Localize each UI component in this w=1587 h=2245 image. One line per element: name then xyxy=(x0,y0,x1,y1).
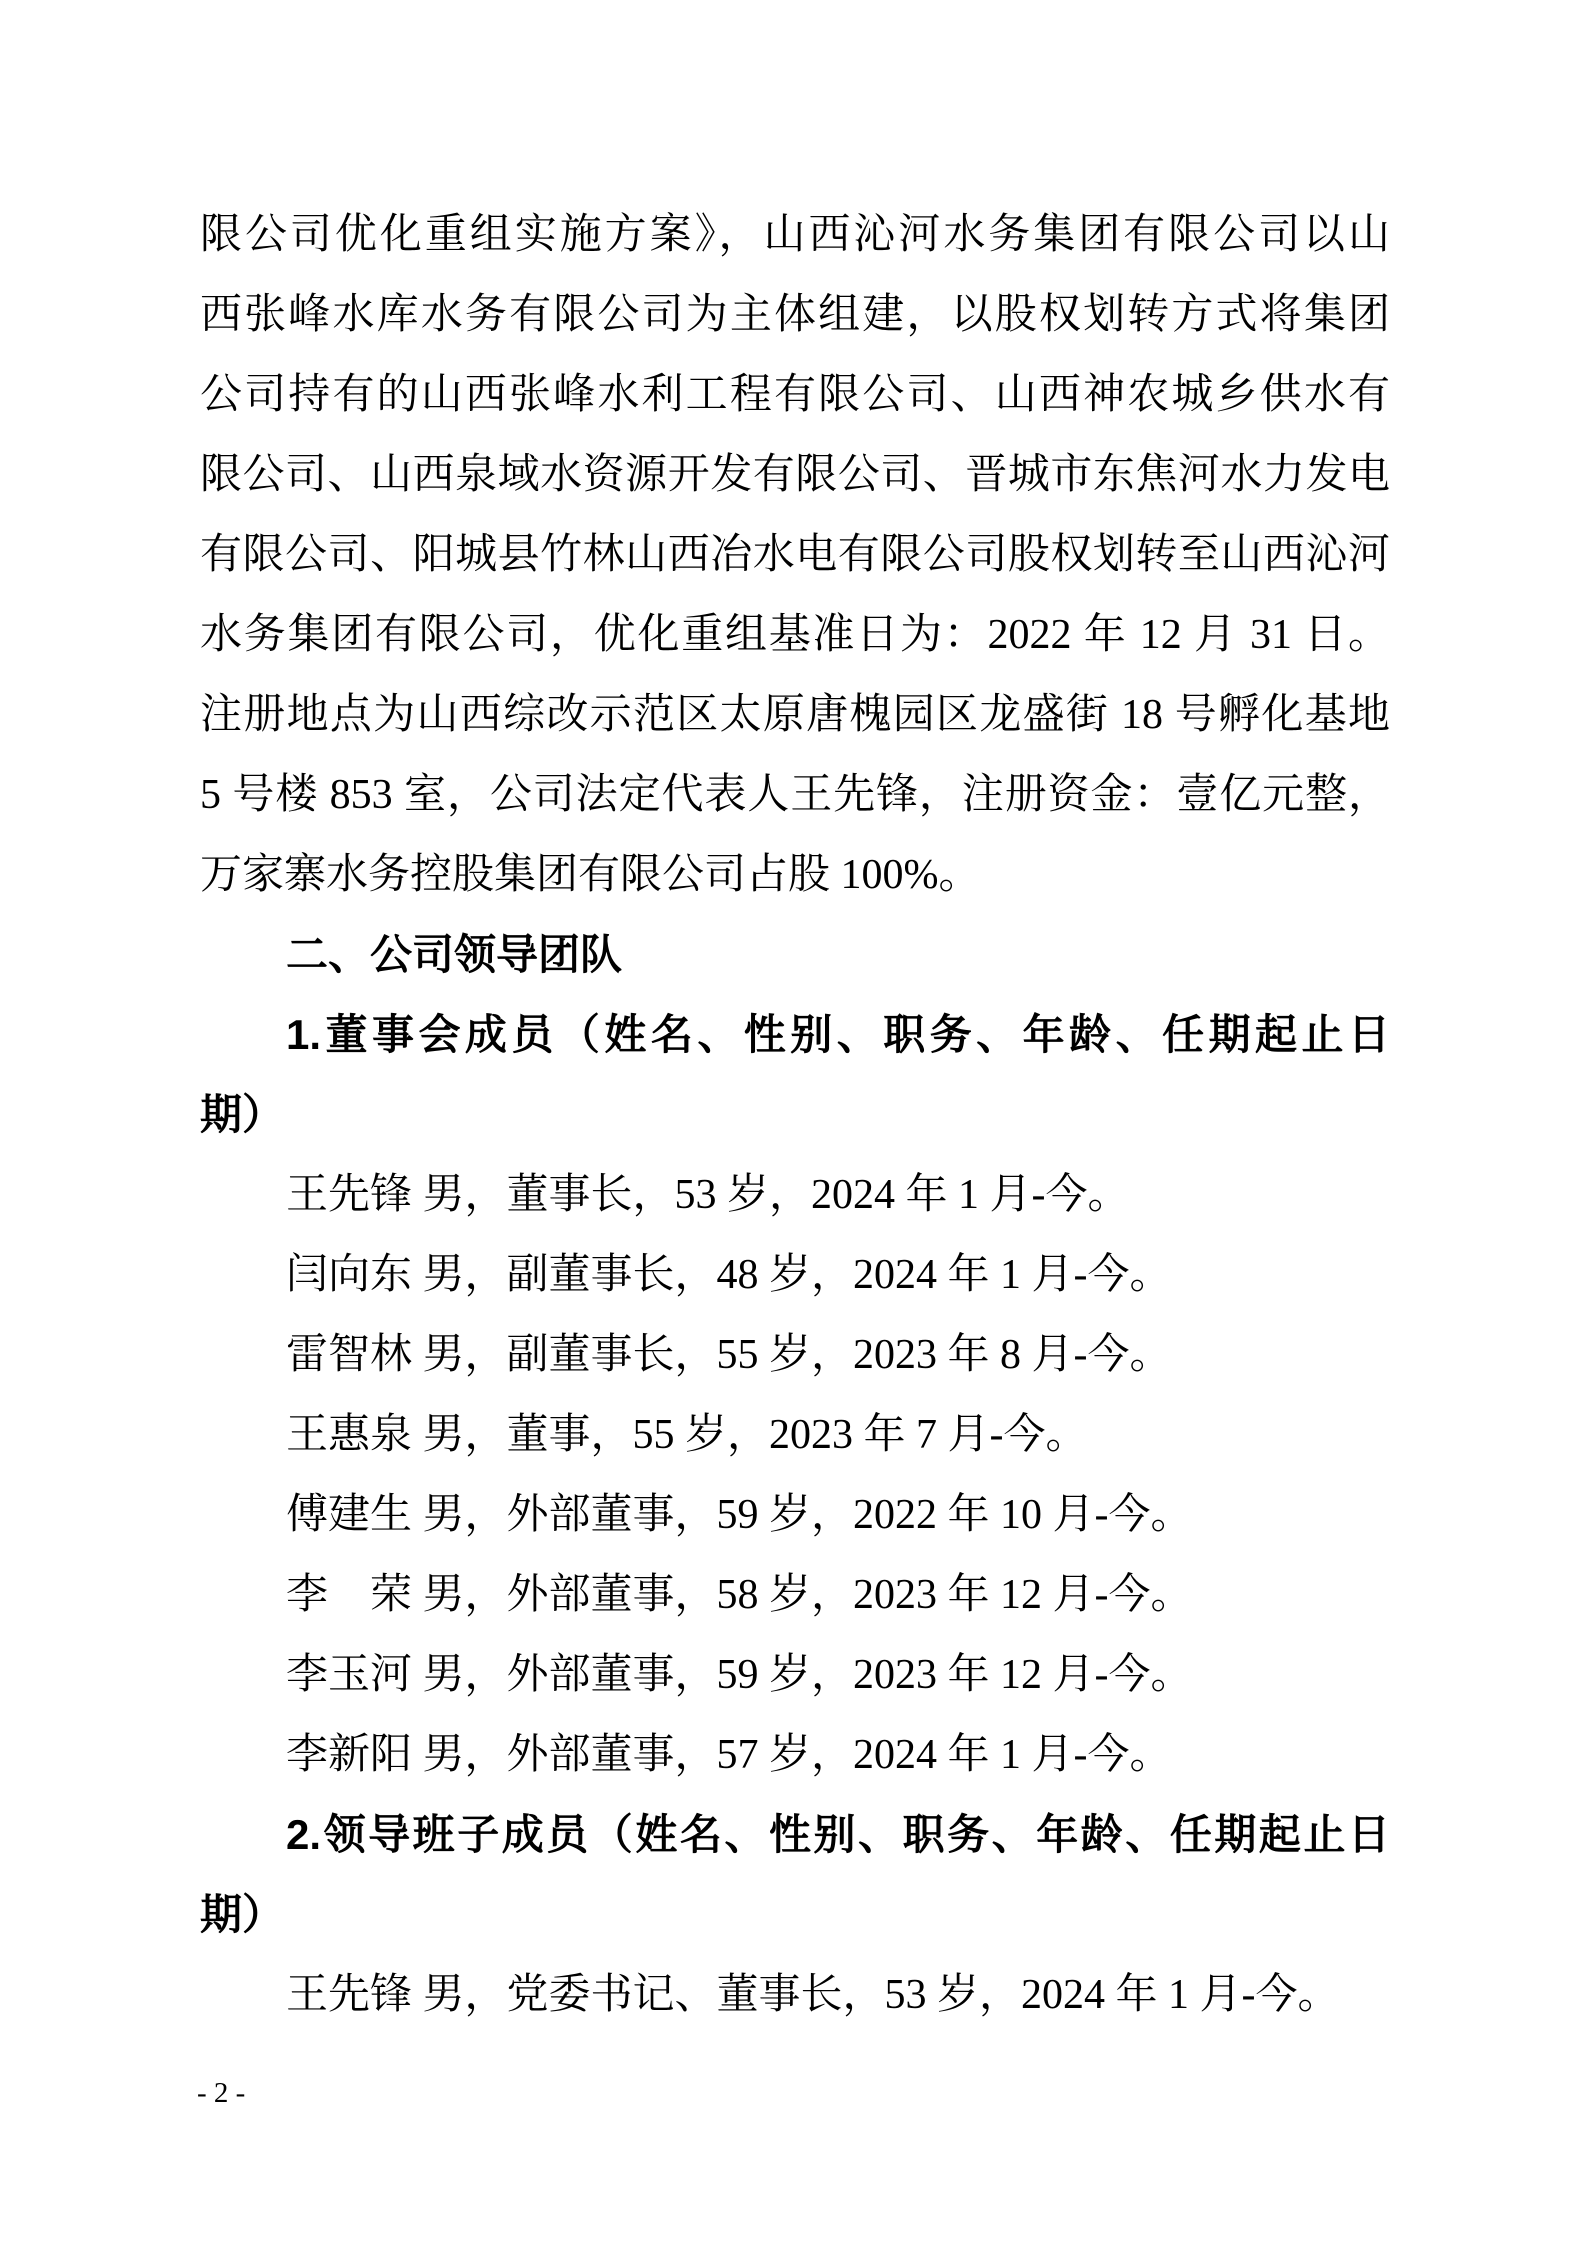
board-member-line: 李新阳 男，外部董事，57 岁，2024 年 1 月-今。 xyxy=(286,1732,1172,1778)
board-heading-line-1: 1.董事会成员（姓名、性别、职务、年龄、任期起止日 xyxy=(286,1011,1390,1058)
paragraph-line: 有限公司、阳城县竹林山西冶水电有限公司股权划转至山西沁河 xyxy=(200,532,1390,578)
board-member-line: 李 荣 男，外部董事，58 岁，2023 年 12 月-今。 xyxy=(286,1572,1193,1618)
board-member-line: 傅建生 男，外部董事，59 岁，2022 年 10 月-今。 xyxy=(286,1492,1193,1538)
leadership-heading-line-2: 期） xyxy=(200,1891,285,1938)
paragraph-line: 公司持有的山西张峰水利工程有限公司、山西神农城乡供水有 xyxy=(200,372,1390,418)
board-member-line: 王惠泉 男，董事，55 岁，2023 年 7 月-今。 xyxy=(286,1412,1088,1458)
section-heading: 二、公司领导团队 xyxy=(286,931,623,978)
paragraph-line: 注册地点为山西综改示范区太原唐槐园区龙盛街 18 号孵化基地 xyxy=(200,692,1390,738)
board-member-line: 李玉河 男，外部董事，59 岁，2023 年 12 月-今。 xyxy=(286,1652,1193,1698)
paragraph-line: 限公司优化重组实施方案》，山西沁河水务集团有限公司以山 xyxy=(200,212,1390,258)
leadership-heading-line-1: 2.领导班子成员（姓名、性别、职务、年龄、任期起止日 xyxy=(286,1811,1390,1858)
board-member-line: 雷智林 男，副董事长，55 岁，2023 年 8 月-今。 xyxy=(286,1332,1172,1378)
board-member-line: 闫向东 男，副董事长，48 岁，2024 年 1 月-今。 xyxy=(286,1252,1172,1298)
document-body xyxy=(200,195,1390,2035)
leadership-member-line: 王先锋 男，党委书记、董事长，53 岁，2024 年 1 月-今。 xyxy=(286,1972,1340,2018)
paragraph-line: 万家寨水务控股集团有限公司占股 100%。 xyxy=(200,852,981,898)
paragraph-line: 西张峰水库水务有限公司为主体组建，以股权划转方式将集团 xyxy=(200,292,1390,338)
paragraph-line: 限公司、山西泉域水资源开发有限公司、晋城市东焦河水力发电 xyxy=(200,452,1390,498)
page-number: - 2 - xyxy=(197,2077,246,2109)
board-heading-line-2: 期） xyxy=(200,1091,285,1138)
paragraph-line: 5 号楼 853 室，公司法定代表人王先锋，注册资金：壹亿元整， xyxy=(200,772,1390,818)
paragraph-line: 水务集团有限公司，优化重组基准日为：2022 年 12 月 31 日。 xyxy=(200,612,1390,658)
board-member-line: 王先锋 男，董事长，53 岁，2024 年 1 月-今。 xyxy=(286,1172,1130,1218)
